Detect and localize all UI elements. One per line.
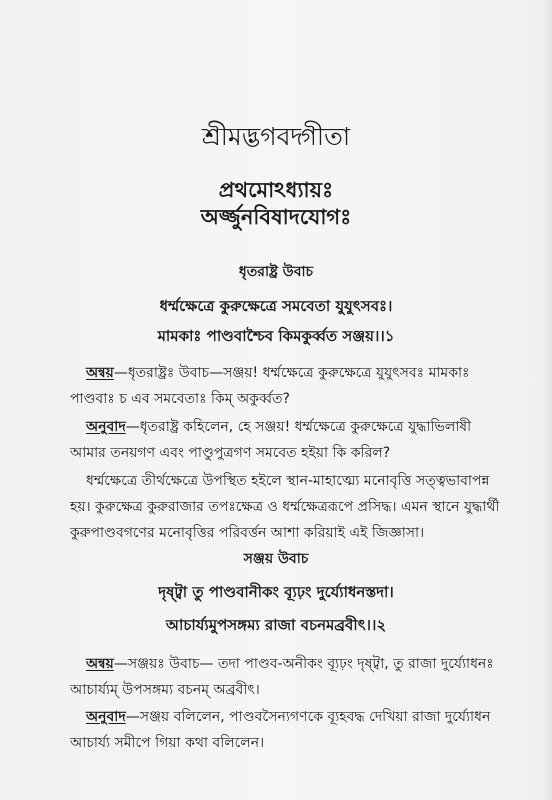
anvaya-2-text: —সঞ্জয়ঃ উবাচ— তদা পাণ্ডব-অনীকং ব্যূঢ়ং দৃষ্ট্বা, তু রাজা দুর্য্যোধনঃ xyxy=(113,656,494,672)
anubad-2-line-2: আচার্য্য সমীপে গিয়া কথা বলিলেন। xyxy=(70,735,265,751)
anubad-1-line-1 xyxy=(86,420,546,434)
anvaya-1-line-1 xyxy=(86,366,546,380)
verse-1-line-1: ধর্ম্মক্ষেত্রে কুরুক্ষেত্রে সমবেতা যুযুৎসবঃ। xyxy=(159,297,393,315)
anubad-1-line-2: আমার তনয়গণ এবং পাণ্ডুপুত্রগণ সমবেত হইয়া কি করিল? xyxy=(70,445,391,461)
verse-2-line-2: আচার্য্যমুপসঙ্গম্য রাজা বচনমব্রবীৎ।।২ xyxy=(165,616,387,634)
page-edge-shadow xyxy=(542,0,552,800)
anubad-label: অনুবাদ xyxy=(86,419,126,435)
anubad-1-text: —ধৃতরাষ্ট্র কহিলেন, হে সঞ্জয়! ধর্ম্মক্ষেত্রে কুরুক্ষেত্রে যুদ্ধাভিলাষী xyxy=(125,419,472,435)
anvaya-1-text: —ধৃতরাষ্ট্রঃ উবাচ—সঞ্জয়! ধর্ম্মক্ষেত্রে কুরুক্ষেত্রে যুযুৎসবঃ মামকাঃ xyxy=(113,365,470,381)
anvaya-label-2: অন্বয় xyxy=(86,656,114,672)
anubad-label-2: অনুবাদ xyxy=(86,709,126,725)
speaker-sanjaya: সঞ্জয় উবাচ xyxy=(243,551,309,567)
verse-2-line-1: দৃষ্ট্বা তু পাণ্ডবানীকং ব্যূঢ়ং দুর্য্যোধনস্তদা। xyxy=(158,583,394,601)
anvaya-2-line-2: আচার্য্যম্ উপসঙ্গম্য বচনম্ অব্রবীৎ। xyxy=(70,682,260,698)
note-1-line-2: হয়। কুরুক্ষেত্র কুরুরাজার তপঃক্ষেত্র ও ধর্ম্মক্ষেত্ররূপে প্রসিদ্ধ। এমন স্থানে যুদ্ধার্থী xyxy=(70,499,500,515)
anubad-2-text: —সঞ্জয় বলিলেন, পাণ্ডবসৈন্যগণকে ব্যূহবদ্ধ দেখিয়া রাজা দুর্য্যোধন xyxy=(125,709,491,725)
speaker-dhritarashtra: ধৃতরাষ্ট্র উবাচ xyxy=(238,264,314,280)
anvaya-label: অন্বয় xyxy=(86,365,114,381)
note-1-line-1: ধর্ম্মক্ষেত্রে তীর্থক্ষেত্রে উপস্থিত হইলে স্থান-মাহাত্ম্যে মনোবৃত্তি সত্ত্বভাবাপন্ন xyxy=(86,473,490,489)
anubad-2-line-1 xyxy=(86,710,546,724)
verse-1-line-2: মামকাঃ পাণ্ডবাশ্চৈব কিমকুর্ব্বত সঞ্জয়।।১ xyxy=(157,327,395,345)
page-title: শ্রীমদ্ভগবদ্গীতা xyxy=(201,122,351,151)
anvaya-1-line-2: পাণ্ডবাঃ চ এব সমবেতাঃ কিম্ অকুর্ব্বত? xyxy=(70,391,290,407)
note-1-line-3: কুরুপাণ্ডবগণের মনোবৃত্তির পরিবর্ত্তন আশা করিয়াই এই জিজ্ঞাসা। xyxy=(70,525,425,541)
chapter-subtitle: অর্জ্জুনবিষাদযোগঃ xyxy=(200,205,352,229)
anvaya-2-line-1 xyxy=(86,657,546,671)
chapter-heading: প্রথমোঽধ্যায়ঃ xyxy=(218,178,334,202)
